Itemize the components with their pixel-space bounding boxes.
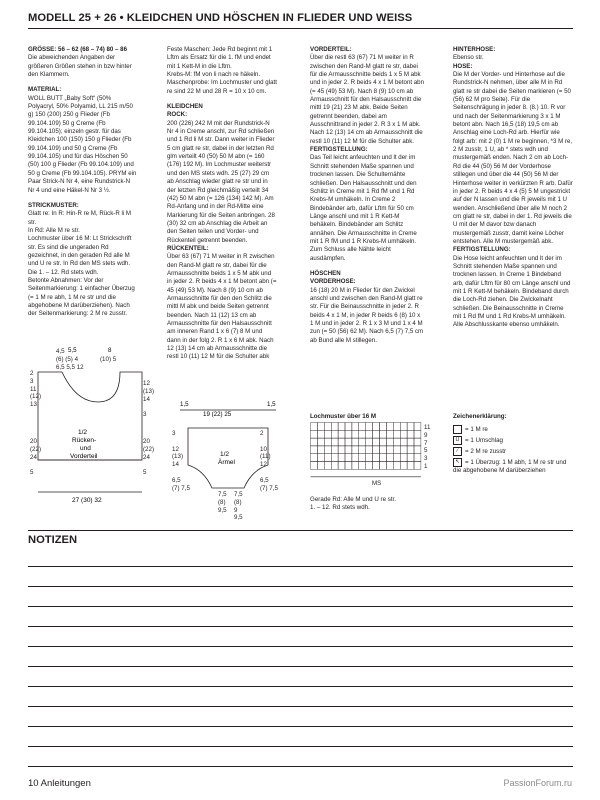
lace-chart-cell [386, 446, 393, 454]
pants-right-label: 6,5 [260, 476, 269, 484]
lace-chart-cell [331, 454, 338, 462]
dress-top-label: 12 [76, 364, 84, 371]
notes-title: NOTIZEN [28, 534, 78, 546]
lace-chart-cell [373, 430, 380, 438]
lace-row-number: 11 [424, 424, 431, 431]
lace-chart-cell [359, 423, 366, 431]
lace-chart-cell [352, 438, 359, 446]
lace-row-number: 1 [424, 462, 428, 470]
pants-body-heading: HOSE: [453, 62, 473, 70]
material-text: WOLL BUTT „Baby Soft“ (50% Polyacryl, 50% Polyamid, LL 215 m/50 g) 150 (200) 250 g Flieder (Fb 99.104.109) 50 g Creme (Fb 99.104.105); einzeln gestr. für das Kleidchen 100 (150) 150 g Flieder (Fb 99.104.109) und 50 g Creme (Fb 99.104.105) und für das Höschen 50 (50) 100 g Flieder (Fb 99.104.109) und 50 g Creme (Fb 99.104.105). PRYM ein Paar Strick-N Nr 4, eine Rundstrick-N Nr 4 und eine Häkel-N Nr 3 ½. [28, 94, 137, 194]
dress-left-label: 2 [30, 370, 34, 377]
dress-left-label: (12) [30, 393, 42, 401]
lace-chart-cell [359, 430, 366, 438]
pants-right-label: (7) 7,5 [260, 484, 278, 492]
lace-chart-cell [338, 423, 345, 431]
pants-top-label: 1,5 [180, 401, 189, 408]
dress-top-label: 5,5 [68, 347, 77, 354]
lace-chart-cell [331, 423, 338, 431]
lace-chart-cell [386, 438, 393, 446]
lace-chart-cell [352, 446, 359, 454]
lace-chart-cell [317, 423, 324, 431]
decrease-text: Betonte Abnahmen: Vor der Seitenmarkierung: 1 einfacher Überzug (= 1 M re abh, 1 M re str und die abgehobene M darüberziehen). Nach der Seitenmarkierung: 2 M re zusstr. [28, 276, 135, 318]
lace-chart-cell [414, 454, 421, 462]
lace-chart-cell [380, 423, 387, 431]
lace-chart-cell [407, 438, 414, 446]
dress-schematic [28, 342, 160, 512]
dress-right-label: (13) [143, 387, 155, 395]
lace-note: Gerade Rd: Alle M und U re str. [310, 496, 396, 503]
lace-chart-cell [373, 454, 380, 462]
legend-item: ∕ = 2 M re zusstr [453, 447, 583, 456]
lace-chart-cell [393, 446, 400, 454]
lace-chart-cell [400, 438, 407, 446]
lace-chart-cell [324, 430, 331, 438]
pants-right-label: 12 [260, 461, 267, 469]
lace-chart-cell [331, 446, 338, 454]
lace-chart-cell [366, 430, 373, 438]
lace-chart-cell [366, 454, 373, 462]
yarn-over-symbol: U [453, 436, 462, 445]
pants-top-label: 19 (22) 25 [203, 411, 232, 418]
note-line [28, 726, 573, 727]
column-3 [310, 46, 425, 352]
top-rule [28, 28, 573, 29]
lace-chart-cell [359, 462, 366, 470]
lace-chart-cell [380, 430, 387, 438]
note-line [28, 686, 573, 687]
lace-chart-cell [324, 423, 331, 431]
back-pants-text: Ebenso str. [453, 54, 484, 62]
pants-right-label: 10 [260, 445, 267, 453]
lace-chart-cell [380, 462, 387, 470]
crab-stitch-text: Krebs-M: fM von li nach re häkeln. [167, 71, 261, 79]
lace-chart-cell [311, 430, 318, 438]
gauge-text: Maschenprobe: Im Lochmuster und glatt re sind 22 M und 28 R = 10 x 10 cm. [167, 79, 277, 95]
lace-chart-cell [366, 446, 373, 454]
skirt-text: 200 (226) 242 M mit der Rundstrick-N Nr 4 in Creme anschl, zur Rd schließen und 1 Rd li M str. Dann weiter in Flieder 5 cm glatt re str, dabei in der letzten Rd glm verteilt 40 (50) 50 M abn (= 160 (176) 192 M). Im Lochmuster weiterstr und den MS stets wdh. 25 (27) 29 cm ab Anschlag wieder glatt re str und in der letzten Rd gleichmäßig verteilt 34 (42) 50 M abn (= 126 (134) 142 M). Am Rd-Anfang und in der Rd-Mitte eine Markierung für die Seiten anbringen. 28 (30) 32 cm ab Anschlag die Arbeit an den Seiten teilen und Vorder- und Rückenteil getrennt beenden. [167, 119, 275, 244]
pants-bottom-label: 9,5 [234, 514, 243, 521]
lace-chart-cell [414, 430, 421, 438]
dress-top-label: 8 [108, 347, 112, 354]
note-line [28, 626, 573, 627]
pants-center-label: 1/2 [220, 451, 230, 458]
dress-left-label: 13 [30, 401, 37, 409]
lace-chart-cell [359, 454, 366, 462]
lace-chart-cell [311, 462, 318, 470]
lace-chart-cell [345, 462, 352, 470]
knit-symbol [453, 425, 462, 434]
dress-right-label: 3 [143, 411, 147, 419]
lace-chart-cell [311, 454, 318, 462]
lace-chart-cell [373, 438, 380, 446]
finishing-heading: FERTIGSTELLUNG: [310, 146, 368, 154]
dress-heading: KLEIDCHEN [167, 103, 203, 111]
lace-chart-cell [414, 446, 421, 454]
lace-chart-cell [338, 446, 345, 454]
back-text: Über 63 (67) 71 M weiter in R zwischen den Rand-M glatt re str, dabei für die Armausschnitte beids 1 x 5 M abk und in jeder 2. R beids 4 x 1 M betont abn (= 45 (49) 53 M). Nach 8 (9) 10 cm ab Armausschnitte für den den Schlitz die mittl M abk und beide Seiten getrennt beenden. Nach 11 (12) 13 cm ab Armausschnitte für den Halsausschnitt am inneren Rand 1 x 6 (7) 8 M und dann in der folg 2. R 1 x 6 M abk. Nach 12 (13) 14 cm ab Armausschnitte die restl 10 (11) 12 M für die Schulter abk [167, 253, 277, 361]
note-line [28, 606, 573, 607]
dress-top-label: 5,5 [66, 364, 75, 371]
lace-chart-cell [380, 438, 387, 446]
lace-chart-cell [311, 438, 318, 446]
lace-chart-cell [352, 462, 359, 470]
dress-top-label: 6,5 [56, 364, 65, 371]
pattern-heading: STRICKMUSTER: [28, 201, 79, 209]
column-2 [167, 46, 277, 369]
lace-chart-cell [407, 430, 414, 438]
dress-top-label: 5 [112, 356, 117, 363]
pants-bottom-label: (8) [234, 498, 242, 506]
lace-chart-cell [386, 423, 393, 431]
page-footer: 10 Anleitungen [28, 778, 91, 789]
watermark: PassionForum.ru [503, 778, 572, 788]
legend-item: ↖ = 1 Überzug: 1 M abh, 1 M re str und die abgehobene M darüberziehen [453, 459, 567, 474]
lace-chart-cell [345, 430, 352, 438]
back-pants-heading: HINTERHOSE: [453, 46, 496, 53]
lace-note: 1. – 12. Rd stets wdh. [310, 504, 370, 511]
lace-chart-cell [338, 462, 345, 470]
lace-chart-cell [373, 423, 380, 431]
lace-chart-cell [407, 423, 414, 431]
front-text: Über die restl 63 (67) 71 M weiter in R zwischen den Rand-M glatt re str, dabei für die Armausschnitte beids 1 x 5 M abk und in jeder 2. R beids 4 x 1 M betont abn (= 45 (49) 53 M). Nach 8 (9) 10 cm ab Armausschnitt für den Halsausschnitt die mittl 19 (21) 23 M abk. Beide Seiten getrennt beenden, dabei am Ausschnittrand in jeder 2. R 3 x 1 M abk. Nach 12 (13) 14 cm ab Armausschnitt die restl 10 (11) 12 M für die Schulter abk. [310, 54, 425, 145]
lace-chart-cell [311, 423, 318, 431]
skirt-heading: ROCK: [167, 111, 188, 119]
dress-right-label: 5 [143, 469, 147, 477]
lace-chart-cell [366, 462, 373, 470]
single-crochet-text: Feste Maschen: Jede Rd beginnt mit 1 Lftm als Ersatz für die 1. fM und endet mit 1 Kett-M in die Lftm. [167, 46, 273, 70]
lace-chart-cell [393, 438, 400, 446]
skp-symbol: ↖ [453, 458, 462, 467]
lace-chart-cell [359, 438, 366, 446]
dress-left-label: 24 [30, 453, 37, 461]
lace-chart-cell [352, 423, 359, 431]
pants-finishing-heading: FERTIGSTELLUNG: [453, 246, 511, 254]
lace-chart-title: Lochmuster über 16 M [310, 413, 377, 420]
material-heading: MATERIAL: [28, 86, 62, 94]
pants-center-label: Ärmel [218, 459, 235, 466]
lace-chart-cell [386, 462, 393, 470]
dress-top-label: (6) [56, 356, 64, 363]
lace-chart-cell [338, 454, 345, 462]
dress-center-label: und [80, 445, 91, 452]
dress-center-label: 1/2 [78, 429, 88, 436]
dress-left-label: 5 [30, 469, 34, 477]
lace-chart-cell [345, 438, 352, 446]
lace-chart-cell [407, 454, 414, 462]
lace-chart-cell [324, 454, 331, 462]
pants-bottom-label: 9,5 [218, 506, 227, 514]
pants-bottom-label: 7,5 [234, 491, 243, 498]
dress-right-label: 12 [143, 380, 150, 387]
legend-item: U = 1 Umschlag [453, 436, 583, 445]
in-rounds-text: In Rd: Alle M re str. [28, 226, 80, 234]
page-title: MODELL 25 + 26 • KLEIDCHEN UND HÖSCHEN IN FLIEDER UND WEISS [28, 12, 413, 24]
lace-row-number: 5 [424, 447, 428, 455]
stockinette-text: Glatt re: In R: Hin-R re M, Rück-R li M str. [28, 210, 132, 226]
lace-chart-cell [317, 430, 324, 438]
pants-finishing-text: Die Hose leicht anfeuchten und lt der im Schnitt stehenden Maße spannen und trocknen lassen. In Creme 1 Bindeband arb, dafür Lftm für 80 cm Länge anschl und mit 1 R Kett-M behäkeln. Bindeband durch die Loch-Rd ziehen. Die Zwickelnaht schließen. Die Beinausschnitte in Creme mit 1 Rd fM und 1 Rd Krebs-M umhäkeln. Alle Abschlusskante ebenso umhäkeln. [453, 254, 571, 329]
pants-heading: HÖSCHEN [310, 269, 341, 277]
lace-pattern-text: Lochmuster über 16 M: Lt Strickschrift str. Es sind die ungeraden Rd gezeichnet, in den geraden Rd alle M und U re str. In Rd den MS stets wdh. Die 1. – 12. Rd stets wdh. [28, 235, 132, 276]
legend-title: Zeichenerklärung: [453, 413, 507, 420]
lace-chart-cell [407, 446, 414, 454]
lace-chart-cell [317, 438, 324, 446]
lace-chart-cell [324, 438, 331, 446]
lace-chart-cell [400, 446, 407, 454]
lace-chart-cell [400, 430, 407, 438]
lace-chart-cell [317, 446, 324, 454]
front-heading: VORDERTEIL: [310, 46, 352, 53]
pants-right-label: 2 [260, 430, 264, 437]
k2tog-symbol: ∕ [453, 447, 462, 456]
lace-chart-cell [359, 446, 366, 454]
note-line [28, 666, 573, 667]
lace-row-number: 3 [424, 455, 428, 463]
dress-top-label: (5) [65, 356, 73, 363]
lace-chart-cell [352, 454, 359, 462]
lace-ms-label: MS [372, 480, 382, 487]
lace-chart-cell [345, 446, 352, 454]
lace-chart-cell [414, 462, 421, 470]
lace-chart-cell [386, 454, 393, 462]
front-pants-heading: VORDERHOSE: [310, 278, 356, 286]
dress-right-label: 20 [143, 438, 150, 445]
dress-left-label: 3 [30, 377, 34, 385]
lace-chart-cell [352, 430, 359, 438]
lace-chart-cell [393, 423, 400, 431]
lace-chart-cell [324, 462, 331, 470]
dress-left-label: 11 [30, 385, 37, 393]
lace-chart-cell [366, 438, 373, 446]
legend-item: = 1 M re [453, 425, 583, 434]
lace-chart-cell [338, 430, 345, 438]
front-pants-text: 16 (18) 20 M in Flieder für den Zwickel anschl und zwischen den Rand-M glatt re str. Für die Beinausschnitte in jeder 2. R beids 4 x 1 M, in jeder R beids 6 (8) 10 x 1 M und in jeder 2. R 1 x 3 M und 1 x 4 M zun (= 50 (56) 62 M). Nach 6,5 (7) 7,5 cm ab Bund alle M stillegen. [310, 286, 424, 344]
note-line [28, 646, 573, 647]
lace-chart-cell [366, 423, 373, 431]
size-text: Die abweichenden Angaben der größeren Größen stehen in bzw hinter den Klammern. [28, 54, 132, 79]
lace-chart-cell [414, 438, 421, 446]
lace-chart-cell [331, 430, 338, 438]
pants-left-label: (7) 7,5 [172, 484, 190, 492]
lace-chart-cell [317, 462, 324, 470]
column-1 [28, 46, 138, 326]
note-line [28, 566, 573, 567]
lace-chart-cell [380, 446, 387, 454]
lace-chart-cell [393, 462, 400, 470]
back-heading: RÜCKENTEIL: [167, 244, 209, 252]
lace-chart-cell [311, 446, 318, 454]
finishing-text: Das Teil leicht anfeuchten und lt der im Schnitt stehenden Maße spannen und trocknen lassen. Die Schulternähte schließen. Den Halsausschnitt und den Schlitz in Creme mit 1 Rd fM und 1 Rd Krebs-M umhäkeln. In Creme 2 Bindebänder arb, dafür Lftm für 50 cm Länge anschl und mit 1 R Kett-M behäkeln. Bindebänder am Schlitz annähen. Die Armausschnitte in Creme mit 1 R fM und 1 R Krebs-M umhäkeln. Zum Schluss alle Nähte leicht ausdämpfen. [310, 154, 417, 262]
pants-body-text: Die M der Vorder- und Hinterhose auf die Rundstrick-N nehmen, über alle M in Rd glatt re str dabei die Seiten markieren (= 50 (56) 62 M pro Seite). Für die Seitenschrägung in jeder 8. (8.) 10. R vor und nach der Seitenmarkierung 3 x 1 M betont abn. Nach 16,5 (18) 19,5 cm ab Anschlag eine Loch-Rd arb. Hierfür wie folgt arb: mit 2 (0) 1 M re beginnen, *3 M re, 2 M zusstr, 1 U, ab * stets wdh und mustergemäß enden. Nach 2 cm ab Loch-Rd die 44 (50) 56 M der Vorderhose stillegen und über die 44 (50) 56 M der Hinterhose weiter in verkürzten R arb. Dafür in jeder 2. R beids 4 x 4 (5) 5 M ungestrickt auf der N lassen und die R jeweils mit 1 U wenden. Anschließend über alle M noch 2 cm glatt re str, dabei in der 1. Rd jeweils die U mit der M davor bzw danach mustergemäß zusstr, damit keine Löcher entstehen. Alle M mustergemäß abk. [453, 71, 573, 245]
lace-chart-cell [386, 430, 393, 438]
lace-chart-cell [400, 462, 407, 470]
pants-left-label: 12 [172, 445, 179, 453]
pants-bottom-label: 7,5 [218, 491, 227, 498]
lace-chart-cell [407, 462, 414, 470]
lace-chart-cell [324, 446, 331, 454]
lace-chart-cell [400, 423, 407, 431]
note-line [28, 706, 573, 707]
dress-top-label: 4,5 [56, 348, 65, 355]
lace-chart-cell [400, 454, 407, 462]
dress-top-label: (10) [100, 356, 112, 363]
pants-left-label: 6,5 [172, 476, 181, 484]
lace-chart-cell [373, 446, 380, 454]
lace-row-number: 9 [424, 431, 428, 439]
pants-left-label: (13) [172, 453, 184, 461]
lace-chart-cell [317, 454, 324, 462]
note-line [28, 586, 573, 587]
pants-outline [188, 428, 268, 488]
note-line [28, 746, 573, 747]
column-4 [453, 46, 573, 337]
dress-right-label: 14 [143, 395, 150, 403]
lace-chart-cell [373, 462, 380, 470]
pants-bottom-label: 9 [234, 506, 238, 514]
lace-chart-cell [345, 423, 352, 431]
dress-right-label: (22) [143, 445, 155, 453]
lace-chart-cell [380, 454, 387, 462]
dress-center-label: Rücken- [72, 437, 97, 444]
lace-chart-cell [331, 462, 338, 470]
pants-left-label: 3 [172, 430, 176, 437]
dress-bottom-label: 27 (30) 32 [72, 497, 102, 504]
pants-top-label: 1,5 [267, 401, 276, 408]
lace-chart-cell [393, 430, 400, 438]
lace-chart-cell [414, 423, 421, 431]
size-heading: GRÖSSE: 56 – 62 (68 – 74) 80 – 86 [28, 46, 127, 53]
dress-center-label: Vorderteil [70, 453, 98, 460]
lace-chart-cell [393, 454, 400, 462]
lace-row-number: 7 [424, 439, 428, 447]
pants-bottom-label: (8) [218, 498, 226, 506]
lace-chart-cell [345, 454, 352, 462]
dress-top-label: 4 [74, 356, 79, 363]
lace-chart-cell [338, 438, 345, 446]
dress-left-label: 20 [30, 438, 37, 445]
note-line [28, 766, 573, 767]
pants-right-label: (11) [260, 453, 271, 461]
lace-chart-cell [331, 438, 338, 446]
notes-top-rule [28, 530, 573, 531]
pants-left-label: 14 [172, 461, 179, 469]
dress-left-label: (22) [30, 445, 42, 453]
dress-right-label: 24 [143, 453, 150, 461]
